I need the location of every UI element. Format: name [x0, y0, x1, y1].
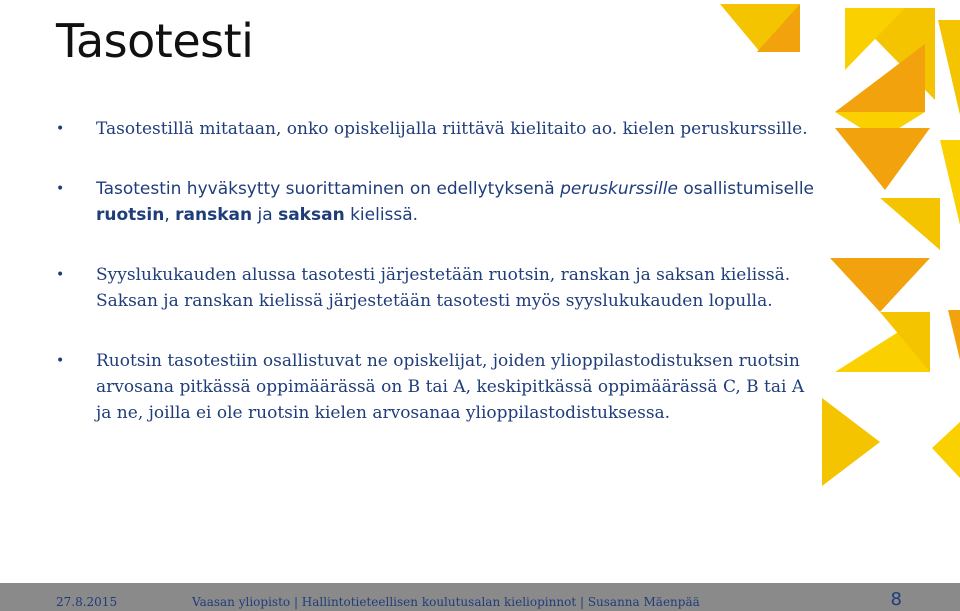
- triangle-shape: [940, 140, 960, 225]
- triangle-shape: [932, 422, 960, 478]
- bullet-text: ja: [252, 205, 279, 225]
- triangle-shape: [830, 258, 930, 312]
- slide-title: Tasotesti: [56, 14, 254, 68]
- bullet-text: kielissä.: [344, 205, 419, 225]
- triangle-shape: [835, 128, 930, 190]
- footer-date: 27.8.2015: [56, 595, 118, 609]
- bullet-text: Ruotsin tasotestiin osallistuvat ne opiskelijat, joiden ylioppilastodistuksen ruotsin arvosana pitkässä oppimäärässä on B tai A, keskipitkässä oppimäärässä C, B tai A ja ne, joilla ei ole ruotsin kielen arvosanaa ylioppilastodistuksessa.: [96, 351, 805, 423]
- strong-text: ranskan: [175, 205, 253, 225]
- footer-caption: Vaasan yliopisto | Hallintotieteellisen koulutusalan kieliopinnot | Susanna Mäenpää: [192, 595, 700, 609]
- strong-text: ruotsin: [96, 205, 165, 225]
- bullet-text: Tasotestin hyväksytty suorittaminen on edellytyksenä: [96, 179, 561, 199]
- bullet-text: Syyslukukauden alussa tasotesti järjestetään ruotsin, ranskan ja saksan kielissä. Saksan ja ranskan kielissä järjestetään tasotesti myös syyslukukauden lopulla.: [96, 265, 791, 311]
- triangle-shape: [880, 198, 940, 250]
- page-number: 8: [890, 589, 902, 610]
- footer-bar: [0, 583, 960, 611]
- bullet-text: osallistumiselle: [677, 179, 815, 199]
- triangle-shape: [822, 398, 880, 486]
- bullet-text: ,: [164, 205, 176, 225]
- bullet-text: Tasotestillä mitataan, onko opiskelijalla riittävä kielitaito ao. kielen peruskurssille.: [96, 119, 808, 139]
- strong-text: saksan: [278, 205, 345, 225]
- triangle-shape: [948, 310, 960, 360]
- triangle-shape: [938, 20, 960, 115]
- emphasis-text: peruskurssille: [560, 179, 678, 199]
